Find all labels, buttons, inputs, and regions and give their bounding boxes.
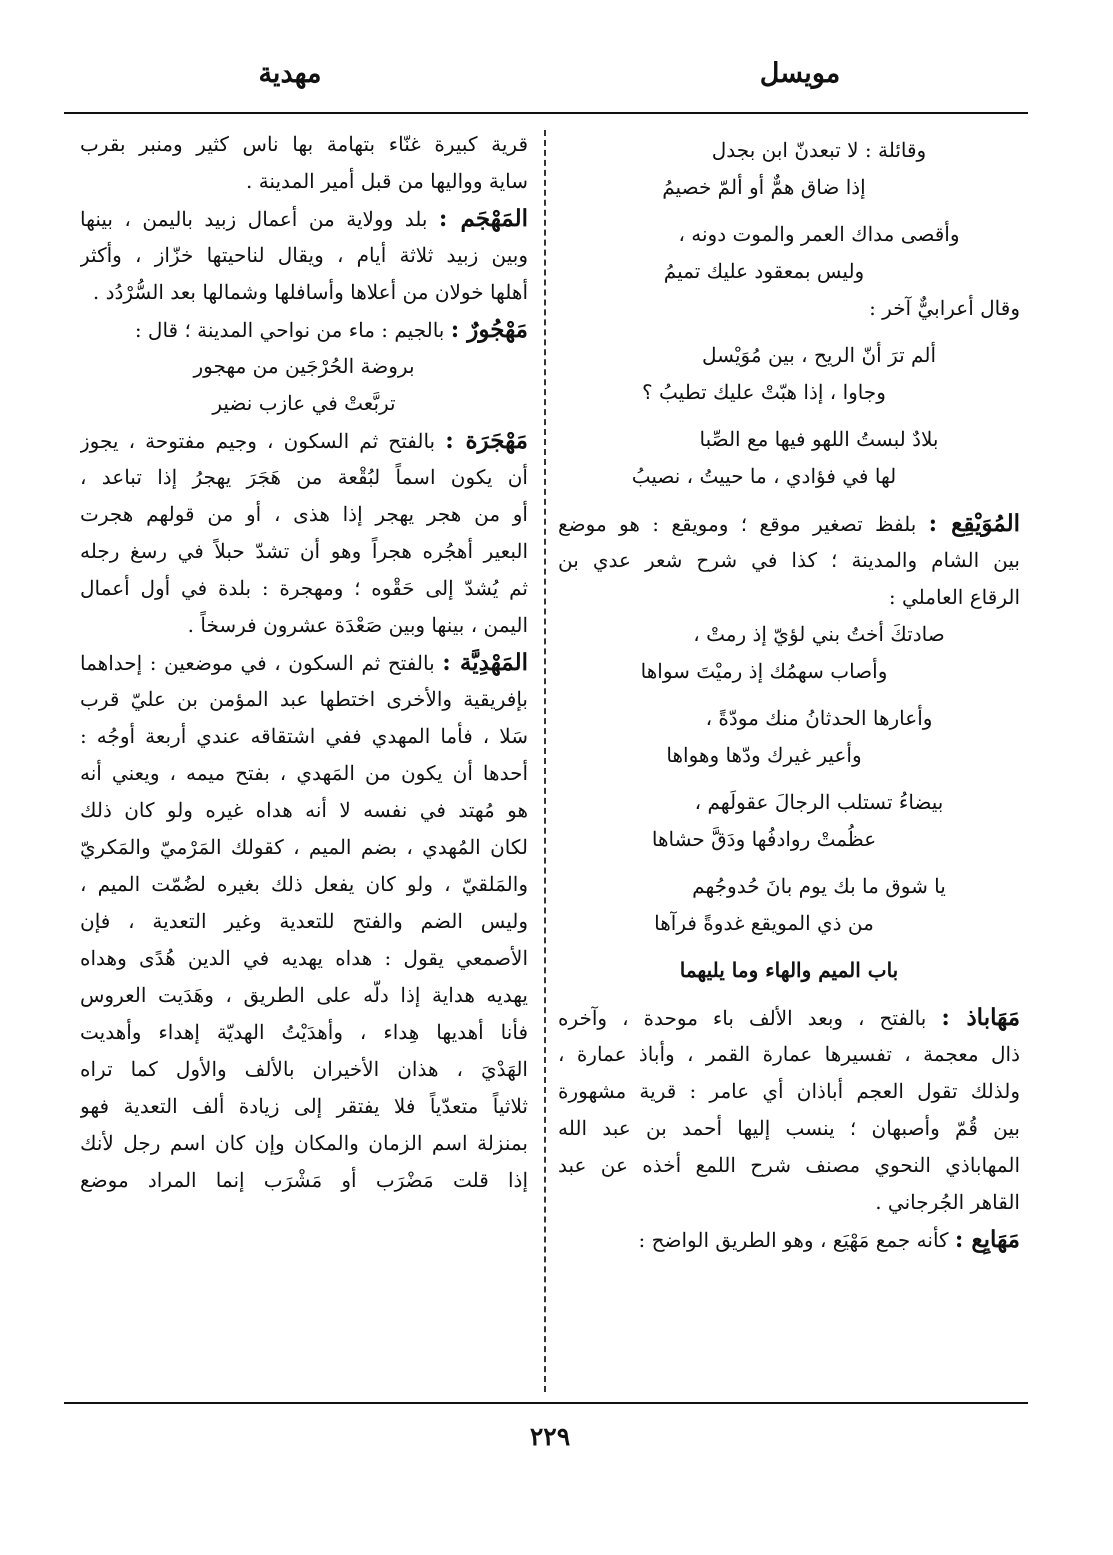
verse-line: من ذي المويقع غدوةً فرآها (654, 911, 874, 935)
headword: مَهْجَرَة : (445, 427, 528, 454)
text-line: فأنا أهديها هِداء ، وأهدَيْتُ الهديّة إهداء وأهديت (80, 1020, 528, 1044)
headword: مَهَاباذ : (941, 1004, 1020, 1031)
text-line: ثلاثياً متعدّياً فلا يفتقر إلى زيادة ألف التعدية فهو (80, 1094, 528, 1118)
text-line: سَلا ، فأما المهدي ففي اشتقاقه عندي أربعة أوجُه : (80, 724, 528, 748)
headword: المَهْدِيَّة : (442, 649, 528, 676)
entry-line: مَهْجَرَة : بالفتح ثم السكون ، وجيم مفتوحة ، يجوز (80, 427, 528, 454)
text-line: القاهر الجُرجاني . (875, 1190, 1020, 1214)
entry-line: مَهْجُورٌ : بالجيم : ماء من نواحي المدينة ؛ قال : (134, 316, 528, 343)
text-line: أو من هجر يهجر إذا هذى ، أو من قولهم هجرت (80, 502, 528, 526)
verse-line: وأعارها الحدثانُ منك مودّةً ، (705, 706, 933, 730)
verse-line: وأقصى مداك العمر والموت دونه ، (678, 222, 960, 246)
entry-line: مَهَاباذ : بالفتح ، وبعد الألف باء موحدة ، وآخره (558, 1004, 1020, 1031)
text-line: وقال أعرابيٌّ آخر : (869, 296, 1020, 320)
text-line: يهديه هداية إذا دلّه على الطريق ، وهَدَيت العروس (80, 983, 528, 1007)
text-line: والمَلقيّ ، ولو كان يفعل ذلك بغيره لضُمّت الميم ، (80, 872, 528, 896)
entry-line: المَهْدِيَّة : بالفتح ثم السكون ، في موضعين : إحداهما (80, 649, 528, 676)
verse-line: وليس بمعقود عليك تميمُ (663, 259, 865, 283)
verse-line: بيضاءُ تستلب الرجالَ عقولَهم ، (694, 790, 944, 814)
verse-line: بلادٌ لبستُ اللهو فيها مع الصِّبا (699, 427, 939, 451)
verse-line: تربَّعتْ في عازب نضير (212, 391, 396, 415)
verse-line: وأصاب سهمُك إذ رميْتَ سواها (640, 659, 888, 683)
verse-line: بروضة الحُرْجَين من مهجور (193, 354, 415, 378)
text-line: اليمن ، بينها وبين صَعْدَة عشرون فرسخاً . (187, 613, 528, 637)
right-column (558, 132, 1020, 1258)
entry-line: المُوَيْقِع : بلفظ تصغير موقع ؛ ومويقع : هو موضع (558, 510, 1020, 537)
text-line: أن يكون اسماً لبُقْعة من هَجَرَ يهجرُ إذا تباعد ، (80, 465, 528, 489)
section-heading: باب الميم والهاء وما يليهما (679, 958, 899, 982)
text-line: الأصمعي يقول : هداه يهديه في الدين هُدًى وهداه (80, 946, 528, 970)
text-line: وليس الضم والفتح للتعدية وغير التعدية ، فإن (80, 909, 528, 933)
text-line: الرقاع العاملي : (888, 585, 1020, 609)
verse-line: لها في فؤادي ، ما حييتُ ، نصيبُ (631, 464, 897, 488)
text-line: بين قُمّ وأصبهان ؛ ينسب إليها أحمد بن عبد الله (558, 1116, 1020, 1140)
text-line: هو مُهتد في نفسه لا أنه هداه غيره ولو كان ذلك (80, 798, 528, 822)
text-line: لكان المُهدي ، بضم الميم ، كقولك المَرْميّ والمَكريّ (80, 835, 528, 859)
text-line: البعير أهجُره هجراً وهو أن تشدّ حبلاً في رسغ رجله (80, 539, 528, 563)
text-line: أهلها خولان من أعلاها وأسافلها وشمالها بعد السُّرْدُد . (92, 280, 528, 304)
text-line: أحدها أن يكون من المَهدي ، بفتح ميمه ، ويعني أنه (80, 761, 528, 785)
column-divider (544, 130, 546, 1392)
running-head-right: مويسل (759, 58, 841, 89)
page-number: ٢٢٩ (529, 1422, 571, 1451)
text-line: إذا قلت مَضْرَب أو مَشْرَب إنما المراد موضع (80, 1168, 528, 1192)
headword: المُوَيْقِع : (928, 510, 1020, 537)
footer-rule (64, 1402, 1028, 1404)
verse-line: وقائلة : لا تبعدنّ ابن بجدل (711, 138, 927, 162)
text-line: قرية كبيرة غنّاء بتهامة بها ناس كثير ومنبر بقرب (80, 132, 528, 156)
text-line: ذال معجمة ، تفسيرها عمارة القمر ، وأباذ عمارة ، (558, 1042, 1020, 1066)
text-line: الهَدْيَ ، هذان الأخيران بالألف والأول كما تراه (80, 1057, 528, 1081)
headword: مَهْجُورٌ : (450, 316, 528, 343)
headword: المَهْجَم : (438, 205, 528, 232)
text-line: ولذلك تقول العجم أباذان أي عامر : قرية مشهورة (558, 1079, 1020, 1103)
verse-line: يا شوق ما بك يوم بانَ حُدوجُهم (692, 874, 946, 898)
header-rule (64, 112, 1028, 114)
verse-line: صادتكَ أختُ بني لؤيّ إذ رمتْ ، (693, 622, 945, 646)
text-line: بإفريقية والأخرى اختطها عبد المؤمن بن عليّ قرب (80, 687, 528, 711)
verse-line: ألم ترَ أنّ الريح ، بين مُوَيْسل (702, 343, 936, 367)
verse-line: إذا ضاق همٌّ أو ألمّ خصيمُ (662, 175, 866, 199)
headword: مَهَايِع : (954, 1226, 1020, 1253)
verse-line: وأعير غيرك ودّها وهواها (666, 743, 862, 767)
text-line: بين الشام والمدينة ؛ كذا في شرح شعر عدي بن (558, 548, 1020, 572)
verse-line: وجاوا ، إذا هبّتْ عليك تطيبُ ؟ (642, 380, 886, 404)
text-line: ثم يُشدّ إلى حَقْوه ؛ ومهجرة : بلدة في أول أعمال (80, 576, 528, 600)
text-line: وبين زبيد ثلاثة أيام ، ويقال لناحيتها خزّاز ، وأكثر (80, 243, 528, 267)
running-head-left: مهدية (258, 58, 322, 89)
text-line: ساية وواليها من قبل أمير المدينة . (245, 169, 528, 193)
entry-line: المَهْجَم : بلد وولاية من أعمال زبيد باليمن ، بينها (80, 205, 528, 232)
text-line: بمنزلة اسم الزمان والمكان وإن كان اسم رجل لأنك (80, 1131, 528, 1155)
text-line: المهاباذي النحوي مصنف شرح اللمع أخذه عن عبد (558, 1153, 1020, 1177)
entry-line: مَهَايِع : كأنه جمع مَهْيَع ، وهو الطريق الواضح : (638, 1226, 1020, 1253)
left-column (80, 126, 528, 1199)
verse-line: عظُمتْ روادفُها ودَقَّ حشاها (651, 827, 877, 851)
